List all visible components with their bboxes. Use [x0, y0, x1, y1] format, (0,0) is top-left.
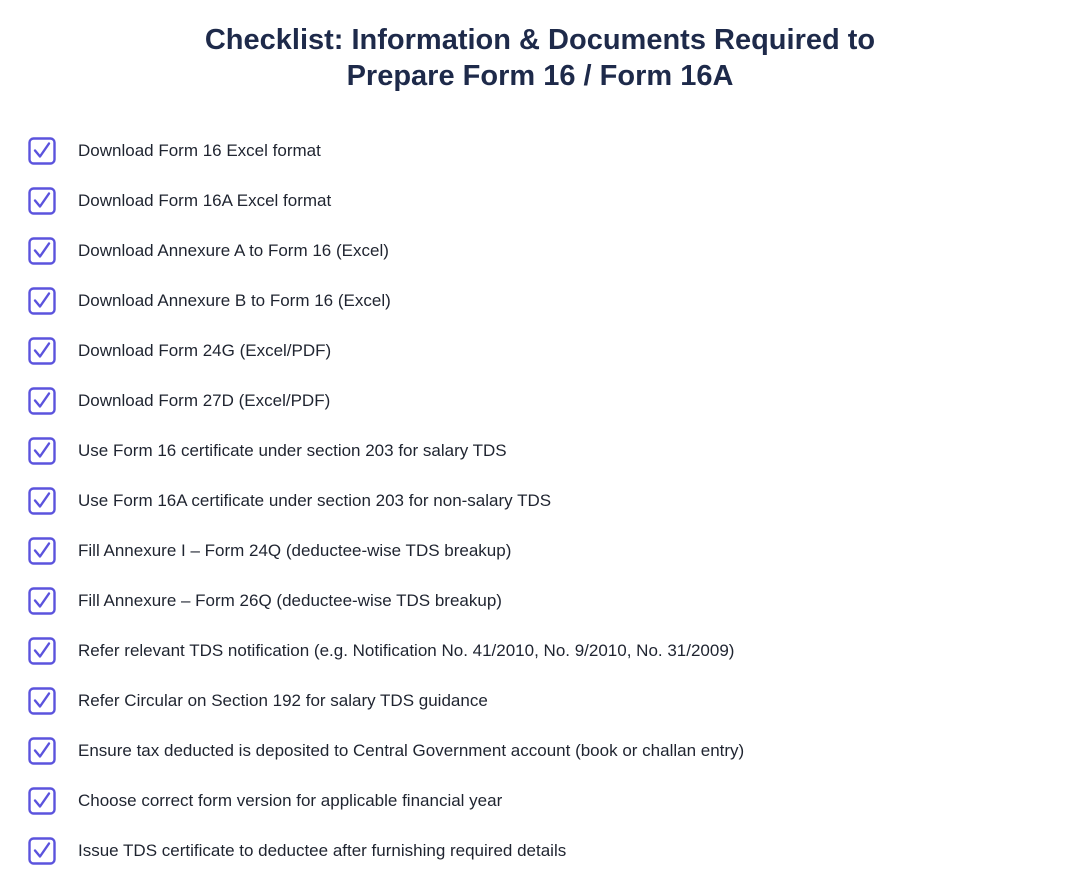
- checklist-item-label: Download Form 16 Excel format: [78, 141, 321, 160]
- checklist-item: [28, 826, 744, 876]
- checklist-item: [28, 776, 744, 826]
- checklist-item: [28, 576, 744, 626]
- checklist-item-label: Choose correct form version for applicable financial year: [78, 791, 503, 810]
- checklist-item-label: Download Annexure A to Form 16 (Excel): [78, 241, 389, 260]
- checked-checkbox-icon[interactable]: [28, 787, 56, 815]
- checked-checkbox-icon[interactable]: [28, 437, 56, 465]
- checklist-item-label: Ensure tax deducted is deposited to Central Government account (book or challan entry): [78, 741, 745, 760]
- checklist-item: [28, 426, 744, 476]
- checklist-item: [28, 126, 744, 176]
- title-line-2: Prepare Form 16 / Form 16A: [346, 60, 734, 92]
- checked-checkbox-icon[interactable]: [28, 387, 56, 415]
- checked-checkbox-icon[interactable]: [28, 637, 56, 665]
- checked-checkbox-icon[interactable]: [28, 837, 56, 865]
- checked-checkbox-icon[interactable]: [28, 537, 56, 565]
- checked-checkbox-icon[interactable]: [28, 737, 56, 765]
- checklist-item-label: Download Form 24G (Excel/PDF): [78, 341, 332, 360]
- checked-checkbox-icon[interactable]: [28, 587, 56, 615]
- checked-checkbox-icon[interactable]: [28, 337, 56, 365]
- checklist-item: [28, 276, 744, 326]
- checklist-item-label: Download Form 27D (Excel/PDF): [78, 391, 331, 410]
- checked-checkbox-icon[interactable]: [28, 237, 56, 265]
- checklist-item: [28, 226, 744, 276]
- checklist-item-label: Refer Circular on Section 192 for salary TDS guidance: [78, 691, 488, 710]
- checked-checkbox-icon[interactable]: [28, 287, 56, 315]
- checklist-item: [28, 676, 744, 726]
- checklist-item-label: Refer relevant TDS notification (e.g. Notification No. 41/2010, No. 9/2010, No. 31/2009): [78, 641, 735, 660]
- checklist-item-label: Fill Annexure – Form 26Q (deductee-wise TDS breakup): [78, 591, 502, 610]
- checklist-item: [28, 726, 744, 776]
- checklist-item: [28, 526, 744, 576]
- checked-checkbox-icon[interactable]: [28, 187, 56, 215]
- checklist-item: [28, 176, 744, 226]
- checklist-item-label: Download Annexure B to Form 16 (Excel): [78, 291, 391, 310]
- title-line-1: Checklist: Information & Documents Required to: [204, 24, 876, 56]
- checklist-item: [28, 476, 744, 526]
- checklist-item: [28, 326, 744, 376]
- checklist-item-label: Issue TDS certificate to deductee after furnishing required details: [78, 841, 567, 860]
- checklist-item-label: Use Form 16A certificate under section 203 for non-salary TDS: [78, 491, 552, 510]
- checklist-item-label: Use Form 16 certificate under section 203 for salary TDS: [78, 441, 507, 460]
- checklist-item: [28, 626, 744, 676]
- page-title: [0, 0, 1080, 94]
- checked-checkbox-icon[interactable]: [28, 487, 56, 515]
- checklist-item: [28, 376, 744, 426]
- checklist-item-label: Fill Annexure I – Form 24Q (deductee-wise TDS breakup): [78, 541, 512, 560]
- checked-checkbox-icon[interactable]: [28, 137, 56, 165]
- checklist: [28, 126, 744, 876]
- checked-checkbox-icon[interactable]: [28, 687, 56, 715]
- checklist-item-label: Download Form 16A Excel format: [78, 191, 332, 210]
